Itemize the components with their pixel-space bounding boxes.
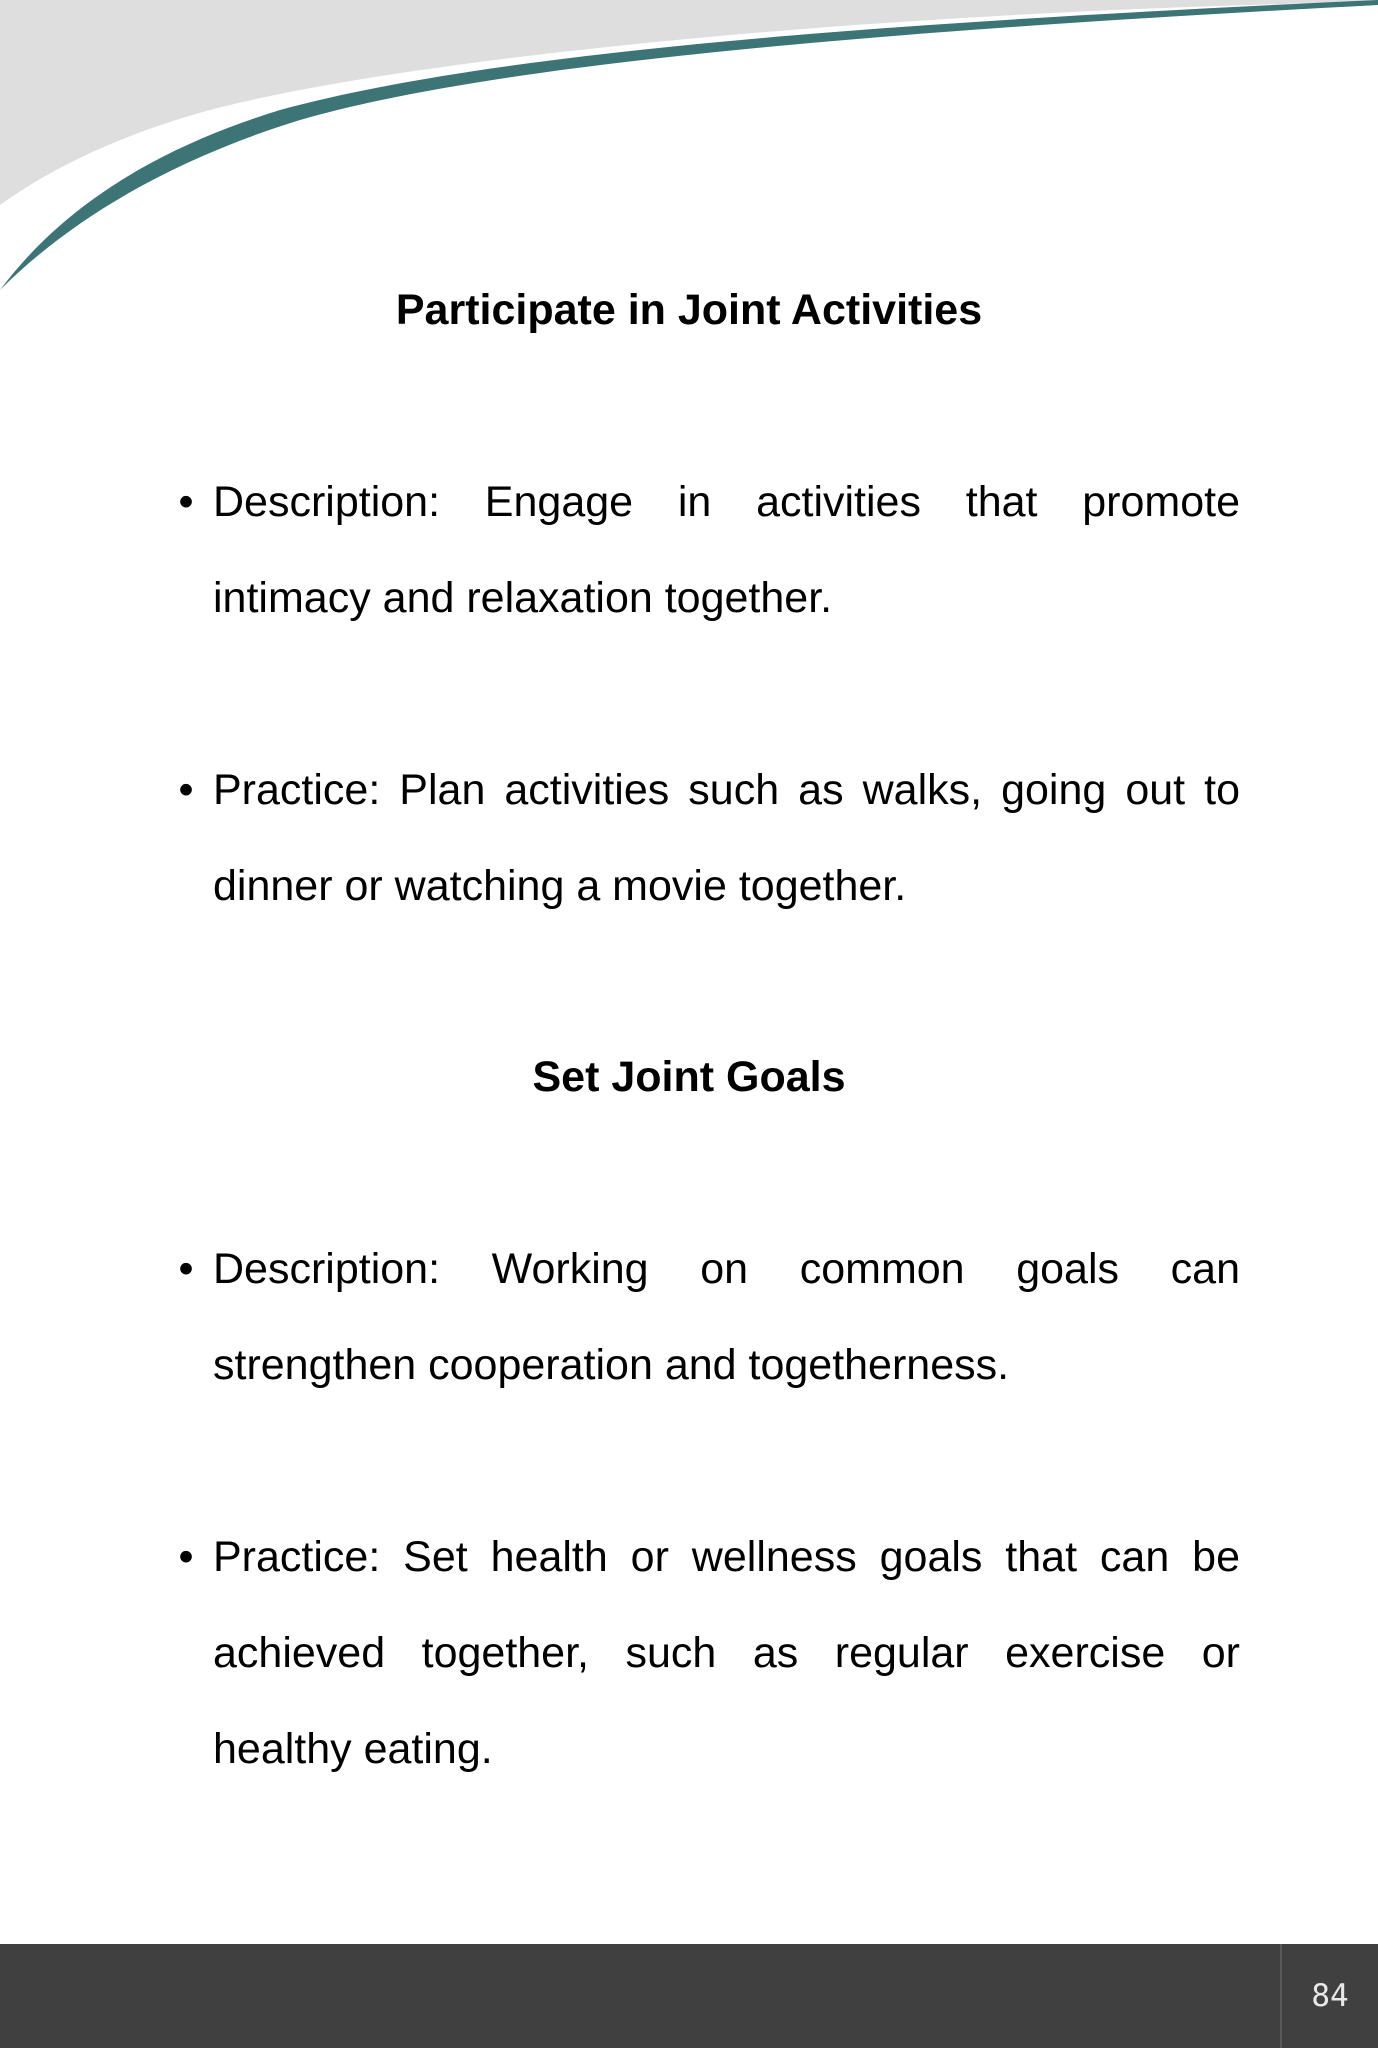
- bullet-dot: •: [178, 1245, 194, 1293]
- bullet-dot: •: [178, 766, 194, 814]
- bullet-activities-practice: [178, 742, 1240, 934]
- bullet-text: Practice: Set health or wellness goals that can be achieved together, such as regular exercise or healthy eating.: [213, 1533, 1240, 1773]
- section-heading-joint-activities: Participate in Joint Activities: [395, 286, 983, 334]
- bullet-dot: •: [178, 478, 194, 526]
- bullet-activities-description: [178, 454, 1240, 646]
- section-heading-joint-goals: Set Joint Goals: [532, 1053, 846, 1101]
- bullet-text: Description: Engage in activities that promote intimacy and relaxation together.: [213, 478, 1240, 622]
- bullet-goals-description: [178, 1221, 1240, 1413]
- page-number: 84: [1280, 1944, 1378, 2048]
- bullet-text: Description: Working on common goals can strengthen cooperation and togetherness.: [213, 1245, 1240, 1389]
- bullet-dot: •: [178, 1533, 194, 1581]
- header-gray-area: [0, 0, 1378, 205]
- header-swoosh-decoration: [0, 0, 1378, 300]
- bullet-text: Practice: Plan activities such as walks, going out to dinner or watching a movie together.: [213, 766, 1240, 910]
- footer-bar: [0, 1944, 1378, 2048]
- bullet-goals-practice: [178, 1509, 1240, 1797]
